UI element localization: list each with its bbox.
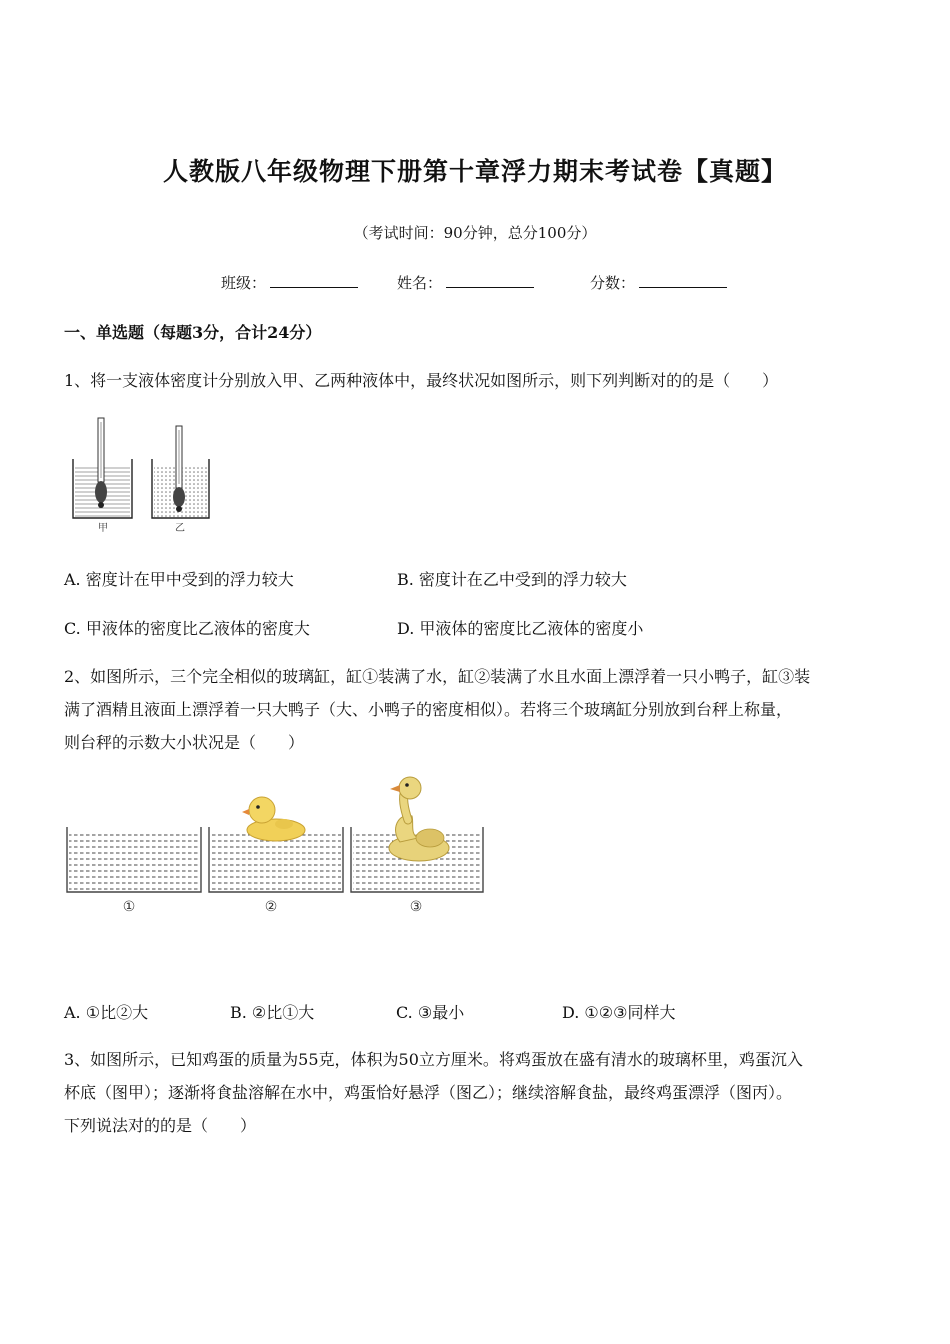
name-blank[interactable]	[446, 273, 534, 288]
question-3-text	[64, 1043, 886, 1142]
name-label: 姓名：	[397, 274, 443, 292]
question-2-figure	[62, 772, 486, 918]
tank-1	[67, 827, 201, 892]
question-3-line-2: 杯底（图甲）；逐渐将食盐溶解在水中，鸡蛋恰好悬浮（图乙）；继续溶解食盐，最终鸡蛋漂浮（图丙）。	[64, 1083, 793, 1102]
name-field	[397, 272, 534, 293]
beaker-jia	[73, 418, 132, 518]
section-heading: 一、单选题（每题3分，合计24分）	[64, 323, 322, 342]
q2-option-b[interactable]: B. ②比①大	[230, 1003, 315, 1022]
score-blank[interactable]	[639, 273, 727, 288]
question-2-line-2: 满了酒精且液面上漂浮着一只大鸭子（大、小鸭子的密度相似）。若将三个玻璃缸分别放到台秤上称量，	[64, 700, 793, 719]
beaker-yi	[152, 426, 209, 518]
big-duck	[389, 777, 449, 861]
tank-3-label: ③	[409, 899, 423, 915]
q1-option-b[interactable]: B. 密度计在乙中受到的浮力较大	[397, 570, 627, 589]
question-1-figure	[68, 414, 218, 536]
score-label: 分数：	[590, 274, 636, 292]
question-3-line-3: 下列说法对的的是（ ）	[64, 1116, 257, 1135]
q2-option-d[interactable]: D. ①②③同样大	[562, 1003, 676, 1022]
q1-option-d[interactable]: D. 甲液体的密度比乙液体的密度小	[397, 619, 644, 638]
question-1-text: 1、将一支液体密度计分别放入甲、乙两种液体中，最终状况如图所示，则下列判断对的的是（ ）	[64, 371, 779, 390]
q1-option-a[interactable]: A. 密度计在甲中受到的浮力较大	[64, 570, 294, 589]
question-3-line-1: 3、如图所示，已知鸡蛋的质量为55克，体积为50立方厘米。将鸡蛋放在盛有清水的玻璃杯里，鸡蛋沉入	[64, 1050, 803, 1069]
class-blank[interactable]	[270, 273, 358, 288]
exam-subtitle: （考试时间：90分钟，总分100分）	[353, 224, 597, 242]
beaker-jia-label: 甲	[98, 523, 108, 534]
beaker-yi-label: 乙	[175, 523, 185, 534]
class-label: 班级：	[221, 274, 267, 292]
score-field	[590, 272, 727, 293]
q2-option-a[interactable]: A. ①比②大	[64, 1003, 149, 1022]
class-field	[221, 272, 358, 293]
page-title: 人教版八年级物理下册第十章浮力期末考试卷【真题】	[162, 157, 787, 186]
question-2-line-3: 则台秤的示数大小状况是（ ）	[64, 733, 305, 752]
tank-1-label: ①	[122, 899, 136, 915]
question-2-line-1: 2、如图所示，三个完全相似的玻璃缸，缸①装满了水，缸②装满了水且水面上漂浮着一只小鸭子，缸③装	[64, 667, 811, 686]
tank-2-label: ②	[264, 899, 278, 915]
q2-option-c[interactable]: C. ③最小	[396, 1003, 465, 1022]
small-duck	[242, 797, 305, 841]
question-2-text	[64, 660, 886, 759]
q1-option-c[interactable]: C. 甲液体的密度比乙液体的密度大	[64, 619, 310, 638]
